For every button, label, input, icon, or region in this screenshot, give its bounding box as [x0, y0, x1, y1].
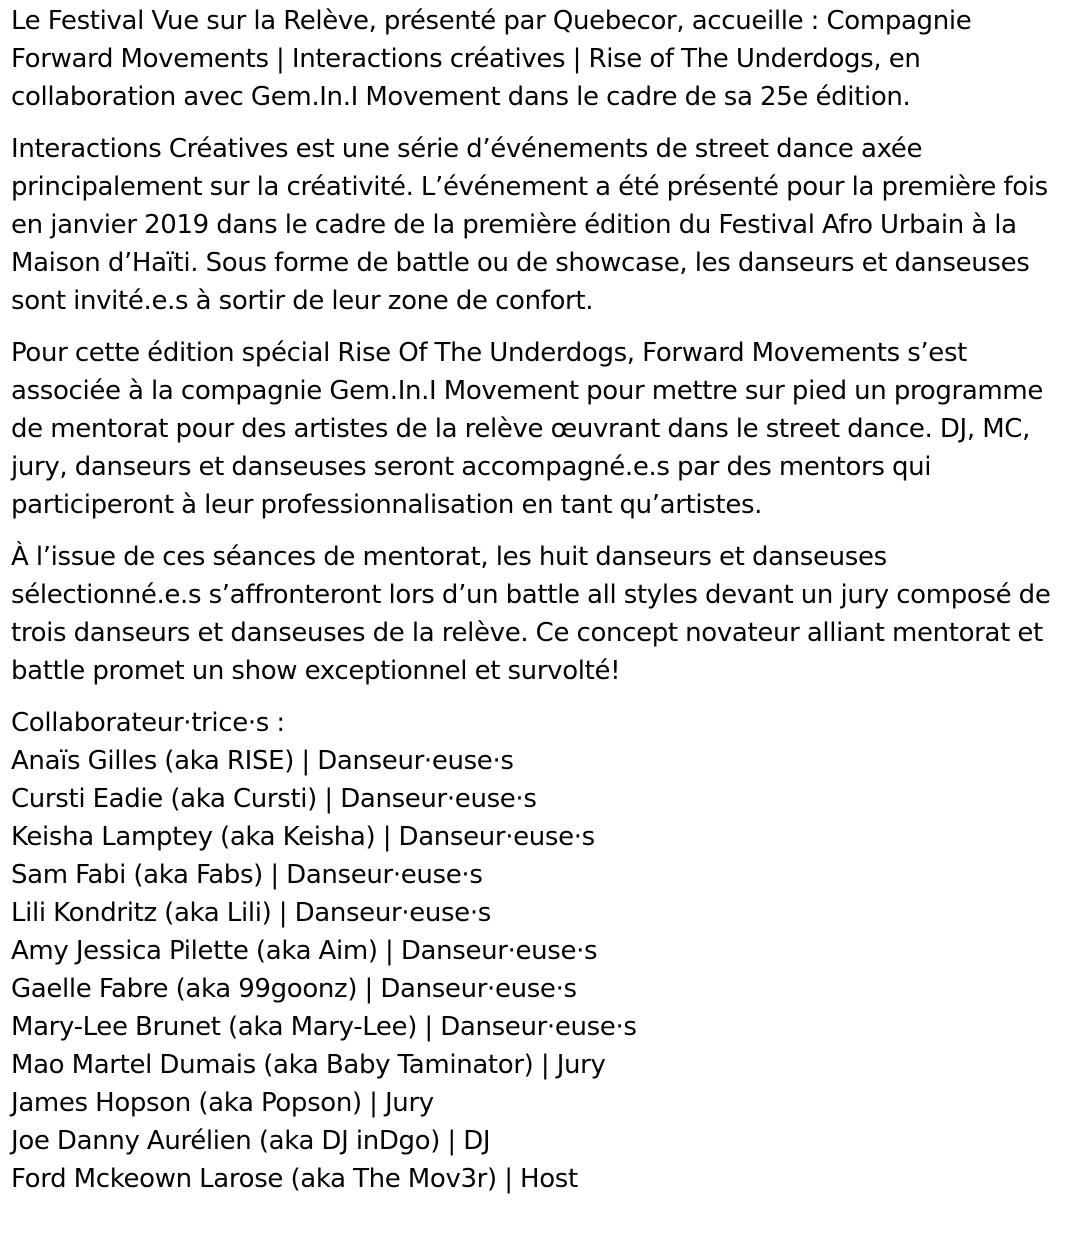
- collaborator-line: Lili Kondritz (aka Lili) | Danseur·euse·s: [11, 898, 491, 928]
- collaborator-line: Cursti Eadie (aka Cursti) | Danseur·euse·s: [11, 784, 537, 814]
- post-paragraph-mentorship: Pour cette édition spécial Rise Of The Underdogs, Forward Movements s’est associée à la compagnie Gem.In.I Movement pour mettre sur pied un programme de mentorat pour des artistes de la relève œuvrant dans le street dance. DJ, MC, jury, danseurs et danseuses seront accompagné.e.s par des mentors qui participeront à leur professionnalisation en tant qu’artistes.: [11, 338, 1044, 520]
- collaborator-line: Joe Danny Aurélien (aka DJ inDgo) | DJ: [11, 1126, 491, 1156]
- collaborator-line: James Hopson (aka Popson) | Jury: [11, 1088, 434, 1118]
- collaborator-line: Ford Mckeown Larose (aka The Mov3r) | Host: [11, 1164, 578, 1194]
- post-paragraph-interactions-creatives: Interactions Créatives est une série d’événements de street dance axée principalement sur la créativité. L’événement a été présenté pour la première fois en janvier 2019 dans le cadre de la première édition du Festival Afro Urbain à la Maison d’Haïti. Sous forme de battle ou de showcase, les danseurs et danseuses sont invité.e.s à sortir de leur zone de confort.: [11, 134, 1048, 316]
- collaborator-line: Sam Fabi (aka Fabs) | Danseur·euse·s: [11, 860, 483, 890]
- collaborator-line: Keisha Lamptey (aka Keisha) | Danseur·euse·s: [11, 822, 595, 852]
- post-paragraph-intro: Le Festival Vue sur la Relève, présenté par Quebecor, accueille : Compagnie Forward Movements | Interactions créatives | Rise of The Underdogs, en collaboration avec Gem.In.I Movement dans le cadre de sa 25e édition.: [11, 6, 972, 112]
- collaborator-line: Mao Martel Dumais (aka Baby Taminator) | Jury: [11, 1050, 606, 1080]
- collaborator-line: Amy Jessica Pilette (aka Aim) | Danseur·euse·s: [11, 936, 598, 966]
- collaborator-line: Gaelle Fabre (aka 99goonz) | Danseur·euse·s: [11, 974, 577, 1004]
- collaborator-line: Anaïs Gilles (aka RISE) | Danseur·euse·s: [11, 746, 514, 776]
- collaborator-line: Mary-Lee Brunet (aka Mary-Lee) | Danseur·euse·s: [11, 1012, 637, 1042]
- post-paragraph-battle: À l’issue de ces séances de mentorat, les huit danseurs et danseuses sélectionné.e.s s’affronteront lors d’un battle all styles devant un jury composé de trois danseurs et danseuses de la relève. Ce concept novateur alliant mentorat et battle promet un show exceptionnel et survolté!: [11, 542, 1051, 686]
- collaborators-list: [11, 704, 1056, 1198]
- collaborators-heading: Collaborateur·trice·s :: [11, 708, 285, 738]
